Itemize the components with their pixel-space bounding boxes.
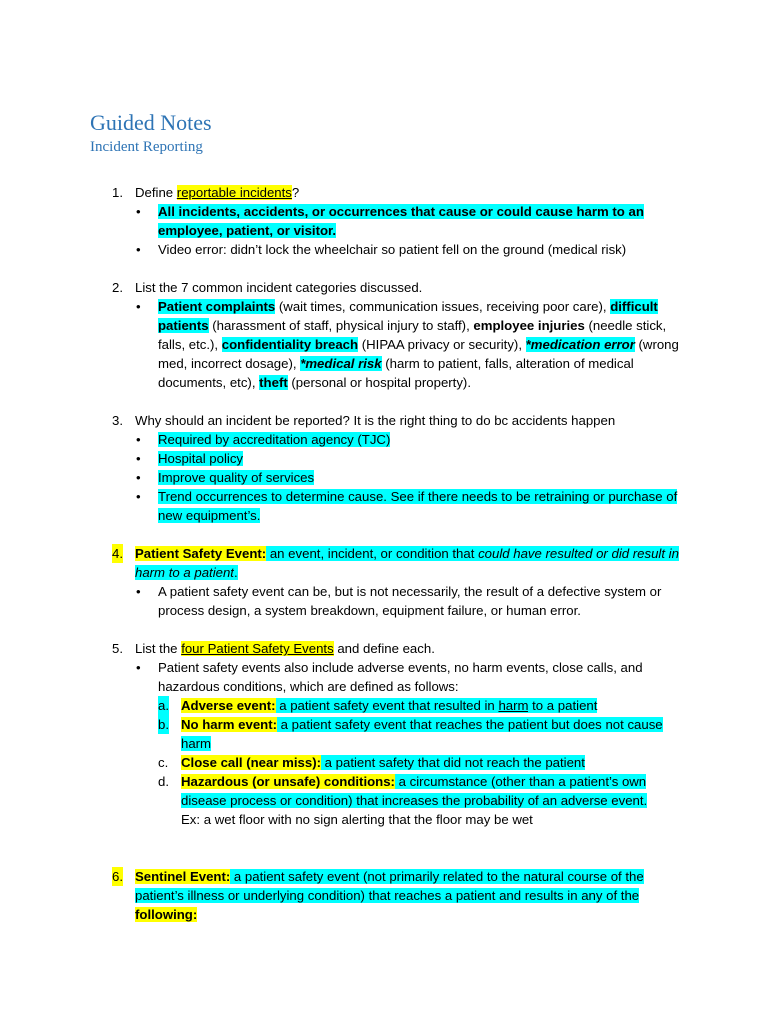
list-item: [158, 772, 692, 829]
list-item: [135, 658, 692, 829]
event-type-list: [158, 696, 692, 829]
page-subtitle: Incident Reporting: [90, 139, 203, 155]
question-number: 1.: [112, 185, 123, 200]
list-item: [135, 582, 692, 620]
answer-text: Hospital policy: [158, 451, 244, 466]
list-item: [158, 715, 692, 753]
question-3: [0, 411, 768, 525]
list-letter: d.: [158, 774, 169, 789]
question-number: 6.: [112, 869, 123, 884]
category-desc: (wait times, communication issues, receiving poor care),: [275, 299, 611, 314]
category-desc: (HIPAA privacy or security),: [358, 337, 526, 352]
category-term: employee injuries: [473, 318, 585, 333]
defined-term: Close call (near miss):: [181, 755, 321, 770]
question-prompt: List the 7 common incident categories discussed.: [135, 280, 423, 295]
highlighted-term: four Patient Safety Events: [181, 641, 334, 656]
page-title: Guided Notes: [90, 110, 212, 135]
list-item: [135, 240, 692, 259]
definition-text: could have resulted or did result in harm to a patient: [135, 546, 679, 580]
category-term: confidentiality breach: [221, 337, 359, 352]
answer-text: Required by accreditation agency (TJC): [158, 432, 391, 447]
question-number: 4.: [112, 546, 123, 561]
definition-text: a patient safety event that resulted in: [275, 698, 499, 713]
question-number: 2.: [112, 280, 123, 295]
category-term: *medication error: [525, 337, 635, 352]
question-6: [0, 867, 768, 924]
defined-term: Adverse event:: [181, 698, 276, 713]
example-text: Ex: a wet floor with no sign alerting that the floor may be wet: [181, 812, 533, 827]
question-number: 3.: [112, 413, 123, 428]
list-letter: b.: [158, 717, 169, 732]
question-number: 5.: [112, 641, 123, 656]
category-desc: (needle stick, falls, etc.),: [158, 318, 667, 352]
list-item: [135, 202, 692, 240]
definition-text: .: [233, 565, 238, 580]
answer-text: Patient safety events also include adverse events, no harm events, close calls, and hazardous conditions, which are defined as follows:: [158, 660, 643, 694]
answer-list: [135, 582, 692, 620]
answer-text: Trend occurrences to determine cause. See if there needs to be retraining or purchase of new equipment’s.: [158, 489, 678, 523]
answer-text: Improve quality of services: [158, 470, 315, 485]
answer-text: Video error: didn’t lock the wheelchair so patient fell on the ground (medical risk): [158, 242, 627, 257]
question-1: [0, 183, 768, 259]
list-item: [135, 449, 692, 468]
answer-list: [135, 202, 692, 259]
definition-text: a patient safety event (not primarily related to the natural course of the patient’s illness or underlying condition) that reaches a patient and results in any of the: [135, 869, 644, 903]
list-letter: a.: [158, 698, 169, 713]
prompt-text: and define each.: [333, 641, 435, 656]
question-2: [0, 278, 768, 392]
prompt-text: Define: [135, 185, 177, 200]
list-letter: c.: [158, 755, 169, 770]
prompt-text: ?: [291, 185, 300, 200]
list-item: [135, 468, 692, 487]
defined-term: Hazardous (or unsafe) conditions:: [181, 774, 395, 789]
question-prompt: [135, 639, 692, 658]
definition-text: an event, incident, or condition that: [266, 546, 479, 561]
category-desc: (wrong med, incorrect dosage),: [158, 337, 679, 371]
list-item: [158, 753, 692, 772]
definition-text: a circumstance (other than a patient’s own disease process or condition) that increases the probability of an adverse event.: [181, 774, 648, 808]
category-desc: (personal or hospital property).: [287, 375, 471, 390]
prompt-text: List the: [135, 641, 182, 656]
category-term: Patient complaints: [158, 299, 276, 314]
category-term: theft: [259, 375, 288, 390]
list-item: [158, 696, 692, 715]
question-4: [0, 544, 768, 620]
definition-text: a patient safety that did not reach the patient: [321, 755, 585, 770]
question-definition: [135, 867, 692, 924]
list-item: [135, 430, 692, 449]
category-desc: (harassment of staff, physical injury to staff),: [208, 318, 474, 333]
list-item: [135, 487, 692, 525]
answer-list: [135, 658, 692, 829]
defined-term: No harm event:: [181, 717, 277, 732]
answer-text: All incidents, accidents, or occurrences that cause or could cause harm to an employee, patient, or visitor.: [158, 204, 644, 238]
notes-body: [0, 183, 768, 924]
list-item: [135, 297, 692, 392]
question-5: [0, 639, 768, 829]
definition-text: harm: [498, 698, 529, 713]
category-desc: (harm to patient, falls, alteration of medical documents, etc),: [158, 356, 634, 390]
highlighted-term: reportable incidents: [176, 185, 292, 200]
answer-list: [135, 430, 692, 525]
category-term: difficult patients: [158, 299, 658, 333]
defined-term: Sentinel Event:: [135, 869, 231, 884]
answer-list: [135, 297, 692, 392]
question-prompt: Why should an incident be reported? It is the right thing to do bc accidents happen: [135, 413, 616, 428]
category-term: *medical risk: [300, 356, 382, 371]
defined-term: Patient Safety Event:: [135, 546, 267, 561]
definition-text: following:: [135, 907, 198, 922]
definition-text: to a patient: [528, 698, 598, 713]
question-definition: [135, 544, 692, 582]
question-prompt: [135, 183, 692, 202]
definition-text: a patient safety event that reaches the patient but does not cause harm: [181, 717, 663, 751]
answer-text: A patient safety event can be, but is not necessarily, the result of a defective system or process design, a system breakdown, equipment failure, or human error.: [158, 584, 662, 618]
